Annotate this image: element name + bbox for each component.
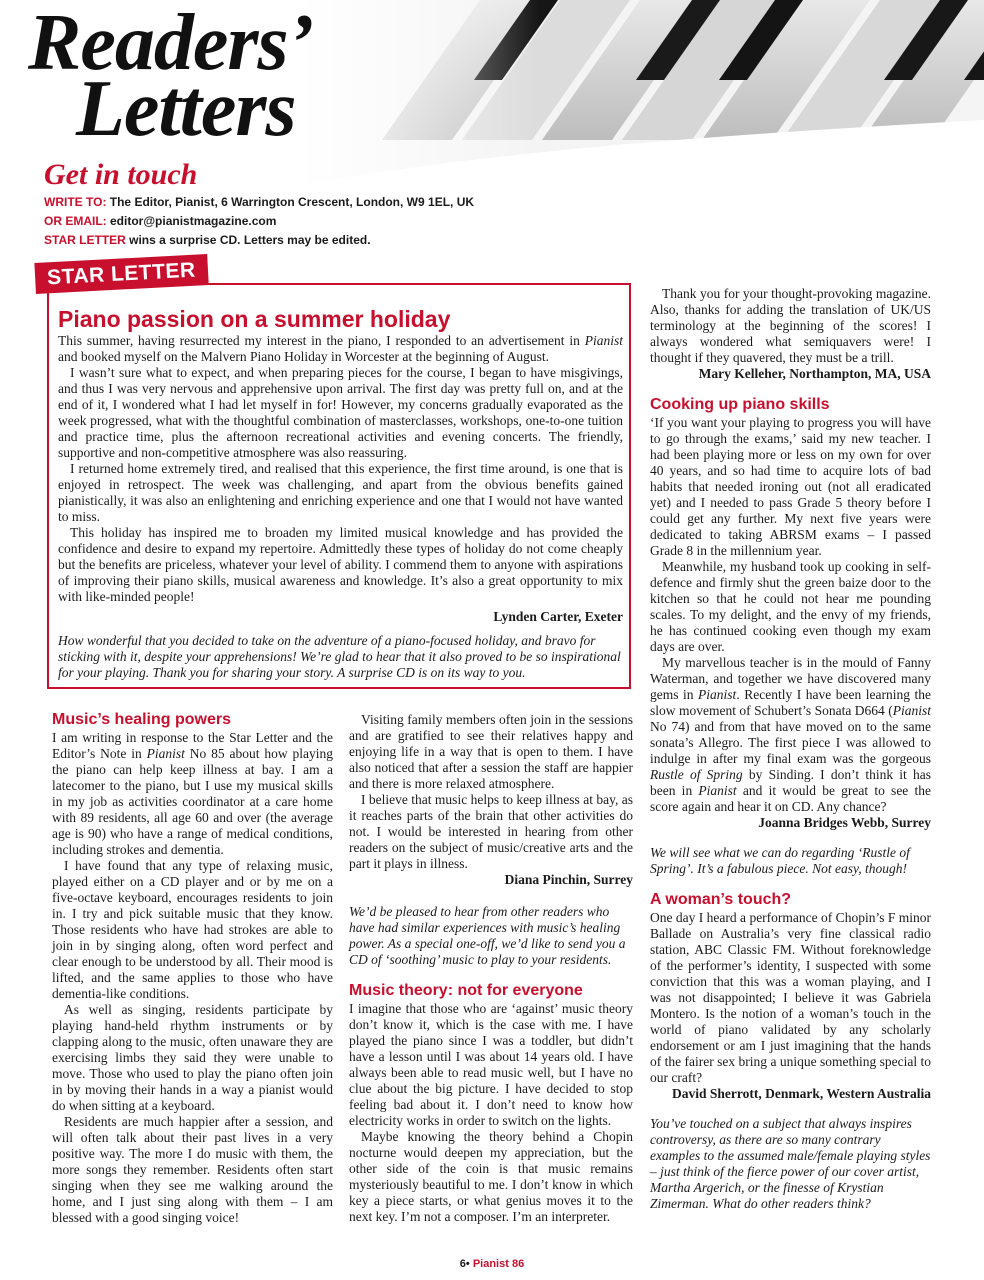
paragraph: I imagine that those who are ‘against’ music theory don’t know it, which is the case with me. I have played the piano since I was a toddler, but didn’t have a lesson until I was about 14 years old. I have always been able to read music well, but I have no clue about the big picture. I have decided to stop feeling bad about it. I don’t need to know how electricity works in order to switch on the lights. (349, 1001, 633, 1128)
star-letter-tab: STAR LETTER (34, 254, 208, 294)
paragraph: My marvellous teacher is in the mould of Fanny Waterman, and together we have discovered many gems in Pianist. Recently I have been learning the slow movement of Schubert’s Sonata D664 (Pianist No 74) and from that have moved on to the same sonata’s Allegro. The first piece I was allowed to indulge in after my final exam was the gorgeous Rustle of Spring by Sinding. I don’t think it has been in Pianist and it would be great to see the score again and hear it on CD. Any chance? (650, 655, 931, 814)
write-to-line (44, 193, 474, 212)
footer-separator: • (465, 1258, 470, 1270)
paragraph: One day I heard a performance of Chopin’s F minor Ballade on Australia’s very fine classical radio station, ABC Classic FM. Without foreknowledge of the performer’s identity, I suspected with some conviction that this was a woman playing, and I was not disappointed; I believe it was Gabriela Montero. Is the notion of a woman’s touch in the world of piano validated by any scholarly endorsement or am I just imagining that the hands of the fairer sex bring a unique something special to our craft? (650, 910, 931, 1085)
paragraph: Visiting family members often join in the sessions and are gratified to see their relatives happy and enjoying life in a way that is open to them. I have also noticed that after a session the staff are happier and there is more relaxed atmosphere. (349, 712, 633, 791)
paragraph: I wasn’t sure what to expect, and when preparing pieces for the course, I began to have misgivings, and thus I was very nervous and apprehensive upon arrival. The first day was pretty full on, and at the end of it, I wondered what I had let myself in for! However, my concerns gradually evaporated as the week progressed, what with the thoughtful combination of masterclasses, workshops, one-to-one tuition and practice time, plus the afternoon recreational activities and evening concerts. The friendly, supportive and non-competitive atmosphere was also reassuring. (58, 365, 623, 460)
paragraph: This holiday has inspired me to broaden my limited musical knowledge and has provided the confidence and desire to expand my repertoire. Admittedly these types of holiday do not come cheaply but the benefits are priceless, whatever your level of ability. I commend them to anyone with aspirations of improving their piano skills, musical awareness and knowledge. It’s also a great opportunity to mix with like-minded people! (58, 525, 623, 604)
email-line (44, 212, 474, 231)
page-title (28, 0, 314, 153)
letter-body (650, 415, 931, 831)
editor-note: We’d be pleased to hear from other readers who have had similar experiences with music’s healing power. As a special one-off, we’d like to send you a CD of ‘soothing’ music to play to your residents. (349, 904, 626, 967)
editor-note: You’ve touched on a subject that always inspires controversy, as there are so many contrary examples to the assumed male/female playing styles – just think of the fierce power of our cover artist, Martha Argerich, or the finesse of Krystian Zimerman. What do other readers think? (650, 1116, 931, 1211)
paragraph: I am writing in response to the Star Letter and the Editor’s Note in Pianist No 85 about how playing the piano can help keep illness at bay. I am a latecomer to the piano, but I use my musical skills in my job as activities coordinator at a care home with 89 residents, all age 60 and over (the average age is 90) who have a range of medical conditions, including strokes and dementia. (52, 730, 333, 857)
letter-body (52, 730, 333, 1226)
letter-body (349, 1001, 633, 1225)
contact-info (44, 193, 474, 250)
title-line-1: Readers’ (28, 0, 314, 87)
letter-signature: Diana Pinchin, Surrey (504, 872, 633, 887)
paragraph: ‘If you want your playing to progress you will have to go through the exams,’ said my new teacher. I had been playing more or less on my own for over 40 years, and so had time to acquire lots of bad habits that needed ironing out (not all eradicated yet) and I needed to pass Grade 5 theory before I could get any further. My next five years were dedicated to taking ABRSM exams – I passed Grade 8 in the millennium year. (650, 415, 931, 558)
publication-name: Pianist (469, 1258, 512, 1270)
letter-title: Music’s healing powers (52, 711, 232, 728)
star-letter-info-line (44, 231, 474, 250)
paragraph: I returned home extremely tired, and realised that this experience, the first time around, is one that is enjoyed in retrospect. The week was challenging, and apart from the obvious benefits gained pianistically, it was also an enlightening and enriching experience and one that I would not have wanted to miss. (58, 461, 623, 524)
editor-note: We will see what we can do regarding ‘Rustle of Spring’. It’s a fabulous piece. Not easy, though! (650, 845, 910, 876)
letter-title: A woman’s touch? (650, 891, 792, 908)
letter-body-continued (349, 712, 633, 888)
paragraph: I have found that any type of relaxing music, played either on a CD player and or by me on a five-octave keyboard, encourages residents to join in. I try and pick suitable music that they know. Those residents who have had strokes are able to join in by singing along, often word perfect and clear enough to be understood by all. Their mood is lifted, and the same applies to those who have dementia-like conditions. (52, 858, 333, 1001)
editor-note: How wonderful that you decided to take on the adventure of a piano-focused holiday, and bravo for sticking with it, despite your apprehensions! We’re glad to hear that it also proved to be so inspirational for your playing. Thank you for sharing your story. A surprise CD is on its way to you. (58, 633, 621, 680)
piano-keys-image (300, 0, 984, 210)
paragraph: This summer, having resurrected my interest in the piano, I responded to an advertisement in Pianist and booked myself on the Malvern Piano Holiday in Worcester at the beginning of August. (58, 333, 623, 364)
letter-signature: Lynden Carter, Exeter (493, 609, 623, 624)
letter-body (650, 910, 931, 1102)
star-letter-info: wins a surprise CD. Letters may be edited. (125, 233, 371, 247)
issue-number: 86 (511, 1258, 525, 1270)
get-in-touch-heading: Get in touch (44, 158, 198, 191)
letter-signature: Joanna Bridges Webb, Surrey (758, 815, 931, 830)
letter-title: Music theory: not for everyone (349, 982, 583, 999)
paragraph: Maybe knowing the theory behind a Chopin nocturne would deepen my appreciation, but the other side of the coin is that music remains mysteriously beautiful to me. I don’t know in which key a piece starts, or what genius moves it to the next key. I’m not a composer. I’m an interpreter. (349, 1129, 633, 1224)
title-line-2: Letters (76, 65, 296, 153)
letter-signature: Mary Kelleher, Northampton, MA, USA (698, 366, 931, 381)
email-label: OR EMAIL: (44, 214, 107, 228)
write-to-label: WRITE TO: (44, 195, 107, 209)
paragraph: Thank you for your thought-provoking magazine. Also, thanks for adding the translation of UK/US terminology at the beginning of the scores! I always wondered what semiquavers were! I thought if they quavered, they must be a trill. (650, 286, 931, 365)
letter-body (650, 286, 931, 382)
column-left (52, 711, 333, 1226)
page-number: 6 (459, 1258, 466, 1270)
column-middle (349, 712, 633, 1225)
letter-title: Cooking up piano skills (650, 396, 830, 413)
paragraph: Residents are much happier after a session, and will often talk about their past lives in a very positive way. The more I do music with them, the more songs they remember. Residents often start singing when they see me walking around the home, and I just sing along with them – I am blessed with a good singing voice! (52, 1114, 333, 1225)
write-to-address: The Editor, Pianist, 6 Warrington Crescent, London, W9 1EL, UK (106, 195, 475, 209)
letter-signature: David Sherrott, Denmark, Western Australia (672, 1086, 931, 1101)
star-letter-body (58, 333, 623, 625)
star-letter-label: STAR LETTER (44, 233, 126, 247)
paragraph: I believe that music helps to keep illness at bay, as it reaches parts of the brain that other activities do not. I would be interested in hearing from other readers on the subject of music/creative arts and the part it plays in illness. (349, 792, 633, 871)
column-right (650, 286, 931, 1212)
page-footer (0, 1258, 984, 1270)
paragraph: As well as singing, residents participate by playing hand-held rhythm instruments or by clapping along to the music, often unaware they are exercising limbs they said they were unable to move. Those who used to play the piano often join in by moving their hands in a way a pianist would do when sitting at a keyboard. (52, 1002, 333, 1113)
star-letter-title: Piano passion on a summer holiday (58, 306, 451, 332)
email-address[interactable]: editor@pianistmagazine.com (106, 214, 277, 228)
paragraph: Meanwhile, my husband took up cooking in self-defence and firmly shut the green baize door to the kitchen so that he could not hear me pounding scales. To my delight, and the envy of my friends, he has continued cooking even though my exam days are over. (650, 559, 931, 654)
